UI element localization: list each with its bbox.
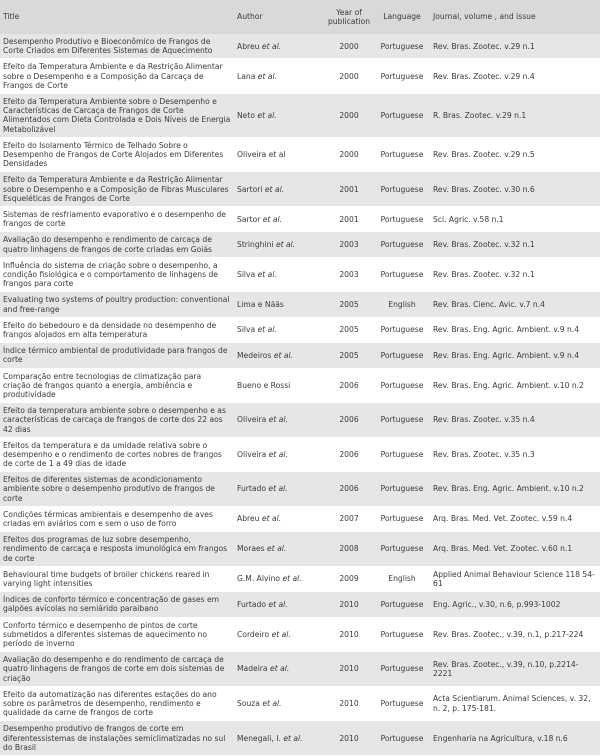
table-row (0, 232, 600, 257)
cell-author (234, 34, 324, 59)
author-name: Neto (237, 110, 255, 120)
cell-title: Efeito da Temperatura Ambiente sobre o Desempenho e Características de Carcaça de Frangos de Corte Alimentados com Dieta Controlada e Dois Níveis de Energia Metabolizável (0, 93, 234, 137)
table-row (0, 172, 600, 207)
cell-author (234, 686, 324, 721)
author-name: Menegali, I. (237, 733, 281, 743)
cell-author (234, 172, 324, 207)
cell-title: Efeitos dos programas de luz sobre desempenho, rendimento de carcaça e resposta imunológica em frangos de corte (0, 532, 234, 567)
cell-author (234, 403, 324, 438)
author-name: Bueno e Rossi (237, 380, 291, 390)
author-name: G.M. Alvino (237, 574, 281, 584)
author-suffix: et al. (257, 269, 277, 279)
cell-year: 2000 (324, 59, 374, 94)
table-row (0, 368, 600, 403)
cell-year: 2006 (324, 368, 374, 403)
cell-year: 2005 (324, 292, 374, 317)
cell-title: Efeito da Temperatura Ambiente e da Restrição Alimentar sobre o Desempenho e a Composição da Carcaça de Frangos de Corte (0, 59, 234, 94)
cell-year: 2001 (324, 172, 374, 207)
cell-author (234, 532, 324, 567)
author-name: Madeira (237, 664, 268, 674)
cell-journal: Rev. Bras. Zootec. v.29 n.5 (430, 137, 600, 172)
cell-title: Conforto térmico e desempenho de pintos de corte submetidos a diferentes sistemas de aquecimento no período de inverno (0, 617, 234, 652)
cell-title: Efeitos de diferentes sistemas de acondicionamento ambiente sobre o desempenho produtivo de frangos de corte (0, 472, 234, 507)
cell-year: 2005 (324, 343, 374, 368)
author-name: Furtado (237, 599, 266, 609)
cell-year: 2003 (324, 257, 374, 292)
author-suffix: et al. (257, 110, 277, 120)
cell-year: 2005 (324, 317, 374, 342)
cell-language: Portuguese (374, 34, 430, 59)
cell-language: Portuguese (374, 721, 430, 756)
cell-year: 2010 (324, 617, 374, 652)
cell-title: Sistemas de resfriamento evaporativo e o desempenho de frangos de corte (0, 206, 234, 231)
cell-journal: Rev. Bras. Eng. Agric. Ambient. v.10 n.2 (430, 472, 600, 507)
header-language: Language (374, 0, 430, 34)
author-name: Moraes (237, 544, 265, 554)
cell-language: Portuguese (374, 368, 430, 403)
author-name: Sartori (237, 184, 263, 194)
cell-year: 2010 (324, 686, 374, 721)
table-row (0, 59, 600, 94)
cell-title: Efeito do bebedouro e da densidade no desempenho de frangos alojados em alta temperatura (0, 317, 234, 342)
author-name: Oliveira et al (237, 149, 286, 159)
cell-year: 2001 (324, 206, 374, 231)
cell-author (234, 343, 324, 368)
header-journal: Journal, volume , and issue (430, 0, 600, 34)
cell-language: Portuguese (374, 437, 430, 472)
cell-language: Portuguese (374, 343, 430, 368)
cell-author (234, 721, 324, 756)
cell-author (234, 137, 324, 172)
header-title: Title (0, 0, 234, 34)
table-row (0, 403, 600, 438)
cell-journal: Rev. Bras. Zootec. v.29 n.1 (430, 34, 600, 59)
table-row (0, 257, 600, 292)
cell-title: Condições térmicas ambientais e desempenho de aves criadas em aviários com e sem o uso de forro (0, 506, 234, 531)
cell-author (234, 617, 324, 652)
cell-author (234, 206, 324, 231)
cell-title: Evaluating two systems of poultry production: conventional and free-range (0, 292, 234, 317)
cell-language: Portuguese (374, 137, 430, 172)
author-name: Stringhini (237, 239, 274, 249)
cell-title: Desempenho produtivo de frangos de corte em diferentessistemas de instalações semiclimatizadas no sul do Brasil (0, 721, 234, 756)
cell-year: 2006 (324, 403, 374, 438)
author-suffix: et al. (282, 574, 302, 584)
cell-author (234, 59, 324, 94)
author-suffix: et al. (268, 599, 288, 609)
cell-language: Portuguese (374, 317, 430, 342)
cell-title: Índices de conforto térmico e concentração de gases em galpões avícolas no semiárido paraibano (0, 592, 234, 617)
table-row (0, 137, 600, 172)
header-year: Year of publication (324, 0, 374, 34)
author-suffix: et al. (271, 629, 291, 639)
author-name: Abreu (237, 514, 260, 524)
author-name: Silva (237, 269, 256, 279)
table-row (0, 437, 600, 472)
cell-journal: R. Bras. Zootec. v.29 n.1 (430, 93, 600, 137)
author-suffix: et al. (267, 544, 287, 554)
cell-language: Portuguese (374, 617, 430, 652)
author-suffix: et al. (257, 325, 277, 335)
cell-author (234, 437, 324, 472)
cell-title: Efeito do Isolamento Térmico de Telhado Sobre o Desempenho de Frangos de Corte Alojados em Diferentes Densidades (0, 137, 234, 172)
cell-journal: Rev. Bras. Zootec. v.35 n.3 (430, 437, 600, 472)
cell-author (234, 506, 324, 531)
cell-title: Efeito da temperatura ambiente sobre o desempenho e as características de carcaça de frangos de corte dos 22 aos 42 dias (0, 403, 234, 438)
cell-journal: Rev. Bras. Zootec. v.32 n.1 (430, 257, 600, 292)
cell-title: Comparação entre tecnologias de climatização para criação de frangos quanto a energia, ambiência e produtividade (0, 368, 234, 403)
author-name: Sartor (237, 214, 261, 224)
cell-journal: Sci. Agric. v.58 n.1 (430, 206, 600, 231)
table-row (0, 93, 600, 137)
cell-journal: Rev. Bras. Zootec. v.30 n.6 (430, 172, 600, 207)
cell-language: English (374, 566, 430, 591)
table-row (0, 566, 600, 591)
cell-year: 2010 (324, 652, 374, 687)
cell-journal: Rev. Bras. Zootec. v.32 n.1 (430, 232, 600, 257)
cell-title: Efeito da Temperatura Ambiente e da Restrição Alimentar sobre o Desempenho e a Composição de Fibras Musculares Esqueléticas de Frangos de Corte (0, 172, 234, 207)
cell-year: 2007 (324, 506, 374, 531)
author-suffix: et al. (268, 415, 288, 425)
author-suffix: et al. (273, 350, 294, 360)
cell-language: Portuguese (374, 206, 430, 231)
table-row (0, 343, 600, 368)
cell-title: Desempenho Produtivo e Bioeconômico de Frangos de Corte Criados em Diferentes Sistemas de Aquecimento (0, 34, 234, 59)
table-row (0, 652, 600, 687)
table-row (0, 34, 600, 59)
table-row (0, 506, 600, 531)
author-name: Lana (237, 71, 256, 81)
cell-author (234, 292, 324, 317)
cell-title: Influência do sistema de criação sobre o desempenho, a condição fisiológica e o comportamento de linhagens de frangos para corte (0, 257, 234, 292)
table-row (0, 532, 600, 567)
table-row (0, 317, 600, 342)
cell-journal: Rev. Bras. Eng. Agric. Ambient. v.10 n.2 (430, 368, 600, 403)
cell-author (234, 317, 324, 342)
cell-language: Portuguese (374, 472, 430, 507)
cell-journal: Acta Scientiarum. Animal Sciences, v. 32, n. 2, p. 175-181. (430, 686, 600, 721)
cell-author (234, 472, 324, 507)
table-row (0, 721, 600, 756)
author-suffix: et al. (262, 699, 282, 709)
author-name: Furtado (237, 484, 266, 494)
author-name: Oliveira (237, 415, 267, 425)
cell-title: Efeitos da temperatura e da umidade relativa sobre o desempenho e o rendimento de cortes nobres de frangos de corte de 1 a 49 dias de idade (0, 437, 234, 472)
cell-year: 2010 (324, 592, 374, 617)
cell-author (234, 566, 324, 591)
table-row (0, 617, 600, 652)
author-suffix: et al. (270, 664, 290, 674)
cell-language: Portuguese (374, 232, 430, 257)
author-name: Cordeiro (237, 629, 270, 639)
author-suffix: et al. (264, 184, 285, 194)
cell-author (234, 93, 324, 137)
cell-year: 2006 (324, 437, 374, 472)
header-row (0, 0, 600, 34)
cell-journal: Rev. Bras. Zootec., v.39, n.1, p.217-224 (430, 617, 600, 652)
cell-journal: Rev. Bras. Eng. Agric. Ambient. v.9 n.4 (430, 343, 600, 368)
cell-year: 2009 (324, 566, 374, 591)
cell-journal: Rev. Bras. Zootec., v.39, n.10, p.2214-2221 (430, 652, 600, 687)
cell-language: English (374, 292, 430, 317)
table-row (0, 206, 600, 231)
cell-title: Índice térmico ambiental de produtividade para frangos de corte (0, 343, 234, 368)
table-body (0, 34, 600, 756)
cell-year: 2003 (324, 232, 374, 257)
author-name: Abreu (237, 41, 260, 51)
author-name: Lima e Nääs (237, 299, 284, 309)
cell-year: 2000 (324, 34, 374, 59)
author-name: Oliveira (237, 449, 267, 459)
author-suffix: et al. (283, 733, 303, 743)
cell-journal: Engenharia na Agricultura, v.18 n.6 (430, 721, 600, 756)
author-suffix: et al. (268, 484, 288, 494)
cell-journal: Arq. Bras. Med. Vet. Zootec. v.60 n.1 (430, 532, 600, 567)
cell-year: 2000 (324, 137, 374, 172)
cell-journal: Rev. Bras. Zootec. v.29 n.4 (430, 59, 600, 94)
author-name: Silva (237, 325, 256, 335)
cell-title: Behavioural time budgets of broiler chickens reared in varying light intensities (0, 566, 234, 591)
table-row (0, 592, 600, 617)
cell-language: Portuguese (374, 652, 430, 687)
author-suffix: et al. (261, 41, 282, 51)
cell-title: Efeito da automatização nas diferentes estações do ano sobre os parâmetros de desempenho, rendimento e qualidade da carne de frangos de corte (0, 686, 234, 721)
cell-author (234, 652, 324, 687)
cell-year: 2008 (324, 532, 374, 567)
author-suffix: et al. (262, 214, 283, 224)
cell-title: Avaliação do desempenho e do rendimento de carcaça de quatro linhagens de frangos de corte em dois sistemas de criação (0, 652, 234, 687)
cell-language: Portuguese (374, 532, 430, 567)
cell-journal: Applied Animal Behaviour Science 118 54-61 (430, 566, 600, 591)
cell-language: Portuguese (374, 592, 430, 617)
cell-language: Portuguese (374, 257, 430, 292)
cell-year: 2006 (324, 472, 374, 507)
table-row (0, 686, 600, 721)
cell-author (234, 257, 324, 292)
cell-title: Avaliação do desempenho e rendimento de carcaça de quatro linhagens de frangos de corte criadas em Goiás (0, 232, 234, 257)
cell-author (234, 368, 324, 403)
table-row (0, 292, 600, 317)
cell-journal: Rev. Bras. Zootec. v.35 n.4 (430, 403, 600, 438)
cell-language: Portuguese (374, 686, 430, 721)
author-suffix: et al. (257, 71, 278, 81)
cell-language: Portuguese (374, 506, 430, 531)
author-suffix: et al. (268, 449, 288, 459)
cell-language: Portuguese (374, 93, 430, 137)
author-name: Souza (237, 699, 260, 709)
cell-year: 2010 (324, 721, 374, 756)
cell-journal: Eng. Agric., v.30, n.6, p.993-1002 (430, 592, 600, 617)
cell-journal: Arq. Bras. Med. Vet. Zootec. v.59 n.4 (430, 506, 600, 531)
cell-author (234, 592, 324, 617)
cell-year: 2000 (324, 93, 374, 137)
cell-journal: Rev. Bras. Eng. Agric. Ambient. v.9 n.4 (430, 317, 600, 342)
author-suffix: et al. (261, 514, 282, 524)
cell-language: Portuguese (374, 172, 430, 207)
author-suffix: et al. (275, 239, 296, 249)
header-author: Author (234, 0, 324, 34)
cell-author (234, 232, 324, 257)
author-name: Medeiros (237, 350, 272, 360)
cell-journal: Rev. Bras. Cienc. Avic. v.7 n.4 (430, 292, 600, 317)
cell-language: Portuguese (374, 59, 430, 94)
cell-language: Portuguese (374, 403, 430, 438)
table-row (0, 472, 600, 507)
